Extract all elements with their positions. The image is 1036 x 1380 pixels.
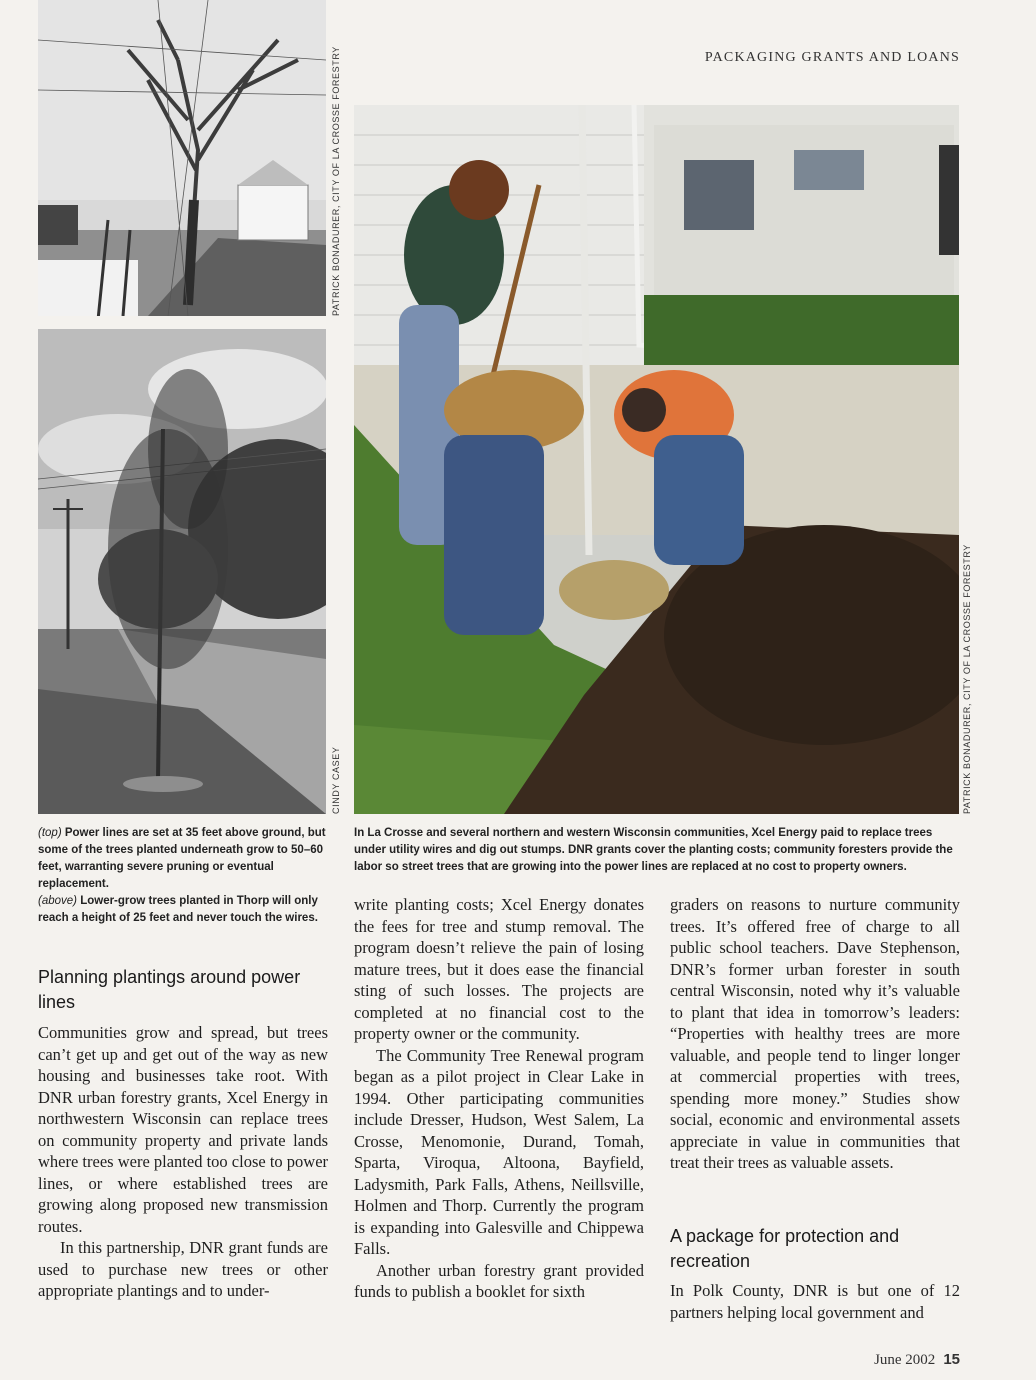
section-header: PACKAGING GRANTS AND LOANS [704, 50, 960, 65]
photo-credit-main: PATRICK BONADURER, CITY OF LA CROSSE FORESTRY [962, 544, 972, 814]
caption-top-prefix: (top) [38, 827, 62, 839]
photo-credit-bottom-left: CINDY CASEY [331, 746, 341, 814]
heading-planning-plantings: Planning plantings around power lines [38, 967, 301, 1012]
col2-paragraph-2: The Community Tree Renewal program began as a pilot project in Clear Lake in 1994. Other participating communities include Dresser, Hudson, West Salem, La Crosse, Menomonie, Durand, Tomah, Sparta, Viroqua, Altoona, Bayfield, Ladysmith, Park Falls, Athens, Neillsville, Holmen and Thorp. Currently the program is expanding into Galesville and Chippewa Falls. [354, 1045, 644, 1258]
photo-bottom-left [38, 329, 326, 814]
photo-main [354, 105, 959, 814]
col1-paragraph-1: Communities grow and spread, but trees can’t get up and get out of the way as new housing and businesses take root. With DNR urban forestry grants, Xcel Energy in northwestern Wisconsin can replace trees on community property and private lands where trees were planted too close to power lines, or where established trees are growing along proposed new transmission routes. [38, 1023, 329, 1236]
caption-main: In La Crosse and several northern and western Wisconsin communities, Xcel Energy paid to replace trees under utility wires and dig out stumps. DNR grants cover the planting costs; community foresters provide the labor so street trees that are growing into the power lines are replaced at no cost to property owners. [354, 827, 953, 873]
photo-credit-top-left: PATRICK BONADURER, CITY OF LA CROSSE FORESTRY [331, 46, 341, 316]
col1-paragraph-2: In this partnership, DNR grant funds are used to purchase new trees or other appropriate plantings and to under- [38, 1238, 328, 1300]
page-number: 15 [943, 1351, 960, 1368]
col2-paragraph-3: Another urban forestry grant provided funds to publish a booklet for sixth [354, 1260, 644, 1301]
page-footer [874, 1351, 960, 1369]
col3-paragraph-1: graders on reasons to nurture community trees. It’s offered free of charge to all public school teachers. Dave Stephenson, DNR’s former urban forester in south central Wisconsin, noted why it’s valuable to plant that idea in tomorrow’s leaders: “Properties with healthy trees are more valuable, and people tend to linger longer at commercial properties with trees, spending more money.” Studies show social, economic and environmental assets appreciate in value in communities that treat their trees as valuable assets. [670, 895, 960, 1172]
caption-top-text: Power lines are set at 35 feet above ground, but some of the trees planted underneath grow to 50–60 feet, warranting severe pruning or eventual replacement. [38, 827, 326, 890]
article-column-2 [354, 894, 644, 1303]
heading-package-protection: A package for protection and recreation [670, 1226, 900, 1271]
caption-above-prefix: (above) [38, 895, 77, 907]
col2-paragraph-1: write planting costs; Xcel Energy donates the fees for tree and stump removal. The program doesn’t relieve the pain of losing mature trees, but it does ease the financial sting of such losses. The projects are completed at no financial cost to the property owner or the community. [354, 895, 644, 1043]
photo-top-left [38, 0, 326, 316]
article-column-3-continued [670, 1280, 960, 1323]
article-column-3 [670, 894, 960, 1174]
caption-above-text: Lower-grow trees planted in Thorp will only reach a height of 25 feet and never touch the wires. [38, 895, 318, 924]
caption-left [38, 825, 326, 927]
issue-date: June 2002 [874, 1352, 936, 1368]
article-column-1 [38, 1022, 328, 1302]
col3-paragraph-2: In Polk County, DNR is but one of 12 partners helping local government and [670, 1281, 960, 1322]
